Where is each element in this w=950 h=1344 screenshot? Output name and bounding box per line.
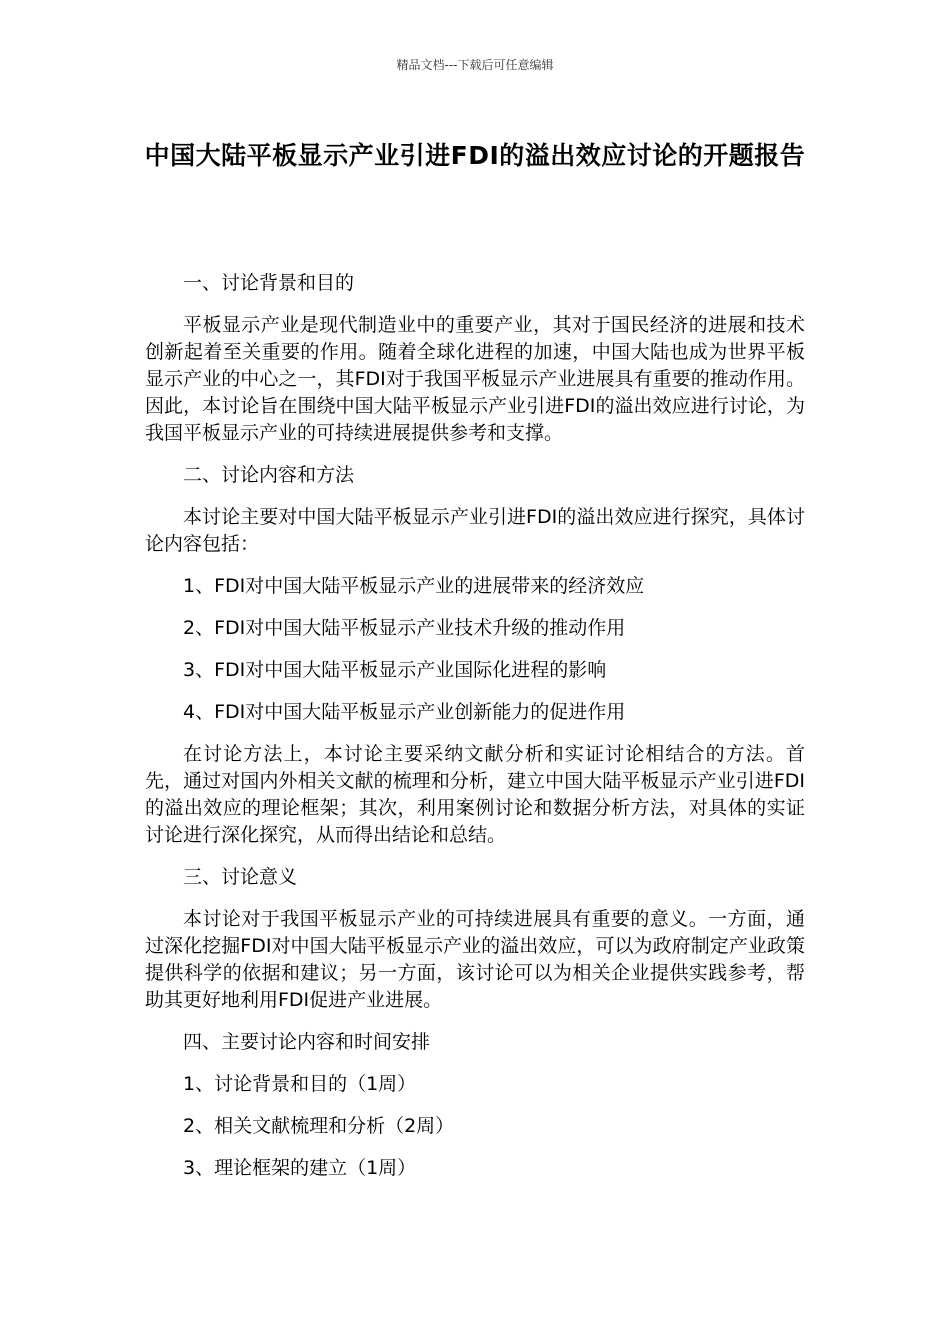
section-heading-content-method: 二、讨论内容和方法 bbox=[183, 464, 355, 486]
list-item: 4、FDI对中国大陆平板显示产业创新能力的促进作用 bbox=[183, 701, 626, 723]
paragraph-method: 在讨论方法上，本讨论主要采纳文献分析和实证讨论相结合的方法。首先，通过对国内外相关文献的梳理和分析，建立中国大陆平板显示产业引进FDI的溢出效应的理论框架；其次，利用案例讨论和数据分析方法，对具体的实证讨论进行深化探究，从而得出结论和总结。 bbox=[145, 743, 805, 846]
header-note: 精品文档---下载后可任意编辑 bbox=[396, 58, 554, 72]
paragraph-content-intro: 本讨论主要对中国大陆平板显示产业引进FDI的溢出效应进行探究，具体讨论内容包括： bbox=[145, 506, 805, 555]
list-item: 2、FDI对中国大陆平板显示产业技术升级的推动作用 bbox=[183, 617, 626, 639]
paragraph-significance: 本讨论对于我国平板显示产业的可持续进展具有重要的意义。一方面，通过深化挖掘FDI对中国大陆平板显示产业的溢出效应，可以为政府制定产业政策提供科学的依据和建议；另一方面，该讨论可以为相关企业提供实践参考，帮助其更好地利用FDI促进产业进展。 bbox=[145, 908, 805, 1011]
section-heading-significance: 三、讨论意义 bbox=[183, 866, 298, 888]
section-heading-background: 一、讨论背景和目的 bbox=[183, 272, 355, 294]
schedule-item: 2、相关文献梳理和分析（2周） bbox=[183, 1115, 455, 1137]
list-item: 3、FDI对中国大陆平板显示产业国际化进程的影响 bbox=[183, 659, 607, 681]
document-title: 中国大陆平板显示产业引进FDI的溢出效应讨论的开题报告 bbox=[144, 141, 806, 170]
document-body bbox=[145, 270, 805, 1197]
list-item: 1、FDI对中国大陆平板显示产业的进展带来的经济效应 bbox=[183, 575, 645, 597]
schedule-item: 1、讨论背景和目的（1周） bbox=[183, 1073, 417, 1095]
section-heading-schedule: 四、主要讨论内容和时间安排 bbox=[183, 1031, 431, 1053]
schedule-item: 3、理论框架的建立（1周） bbox=[183, 1157, 417, 1179]
paragraph-background: 平板显示产业是现代制造业中的重要产业，其对于国民经济的进展和技术创新起着至关重要的作用。随着全球化进程的加速，中国大陆也成为世界平板显示产业的中心之一，其FDI对于我国平板显示产业进展具有重要的推动作用。因此，本讨论旨在围绕中国大陆平板显示产业引进FDI的溢出效应进行讨论，为我国平板显示产业的可持续进展提供参考和支撑。 bbox=[145, 314, 805, 444]
